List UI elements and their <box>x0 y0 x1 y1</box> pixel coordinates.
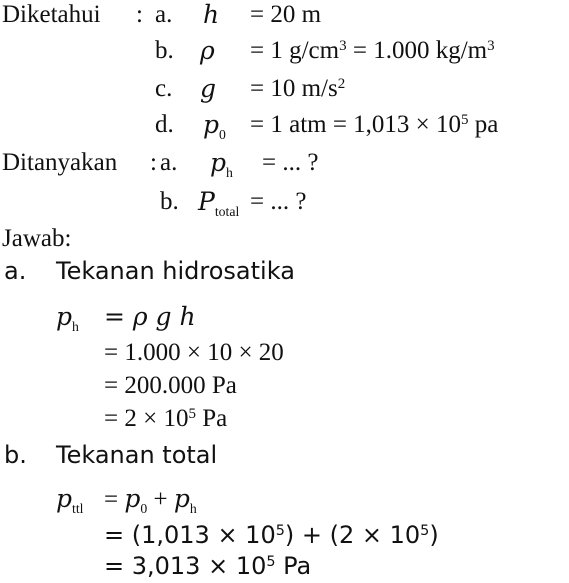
given-d-equation: = 1 atm = $1,013 \times 10^5$ pa <box>250 111 499 138</box>
given-a-symbol: h <box>203 0 220 29</box>
asked-a-equation: = ... ? <box>262 149 319 176</box>
answer-a-step3-text: = $2 \times 10^5$ Pa <box>104 405 228 432</box>
given-c-equation: = 10 $m/s^2$ <box>250 75 346 102</box>
asked-b-symbol: $P_{total}$ <box>198 187 240 220</box>
given-b-letter: b. <box>155 37 174 64</box>
answer-b-step1-text: = $(1,013 \times 10^5) + (2 \times 10^5)$ <box>104 521 439 549</box>
answer-b-lhs: $p_{ttl}$ <box>56 484 84 517</box>
given-c-symbol: g <box>200 74 217 103</box>
asked-a-letter: a. <box>160 149 178 176</box>
given-b-symbol: ρ <box>200 36 215 65</box>
asked-label: Ditanyakan <box>2 149 118 176</box>
answer-a-step1-text: = 1.000 × 10 × 20 <box>104 339 284 366</box>
given-a-letter: a. <box>155 1 173 28</box>
answer-b-title: Tekanan total <box>56 441 218 469</box>
answer-b-rhs: = $p_0 + p_h$ <box>104 484 197 517</box>
asked-b-letter: b. <box>160 188 179 215</box>
given-a-equation: = 20 m <box>250 1 322 28</box>
given-colon: : <box>136 1 143 28</box>
given-d-symbol: $p_0$ <box>203 110 226 143</box>
given-b-equation: = 1 $g/cm^3 = 1.000$ $kg/m^3$ <box>250 37 495 64</box>
answer-a-letter: a. <box>4 257 27 285</box>
answer-a-lhs: $p_h$ <box>56 302 79 335</box>
given-label: Diketahui <box>2 1 101 28</box>
asked-b-equation: = ... ? <box>250 188 307 215</box>
answer-a-rhs: = ρ g h <box>104 302 196 331</box>
given-d-letter: d. <box>155 111 174 138</box>
answer-a-step2-text: = 200.000 Pa <box>104 372 237 399</box>
asked-colon: : <box>150 149 157 176</box>
answer-b-step2-text: = $3,013 \times 10^5$ Pa <box>104 552 312 580</box>
asked-a-symbol: $p_h$ <box>210 148 233 181</box>
answer-b-letter: b. <box>4 441 27 469</box>
answer-label: Jawab: <box>2 225 72 252</box>
answer-a-title: Tekanan hidrosatika <box>56 257 295 285</box>
given-c-letter: c. <box>155 75 173 102</box>
